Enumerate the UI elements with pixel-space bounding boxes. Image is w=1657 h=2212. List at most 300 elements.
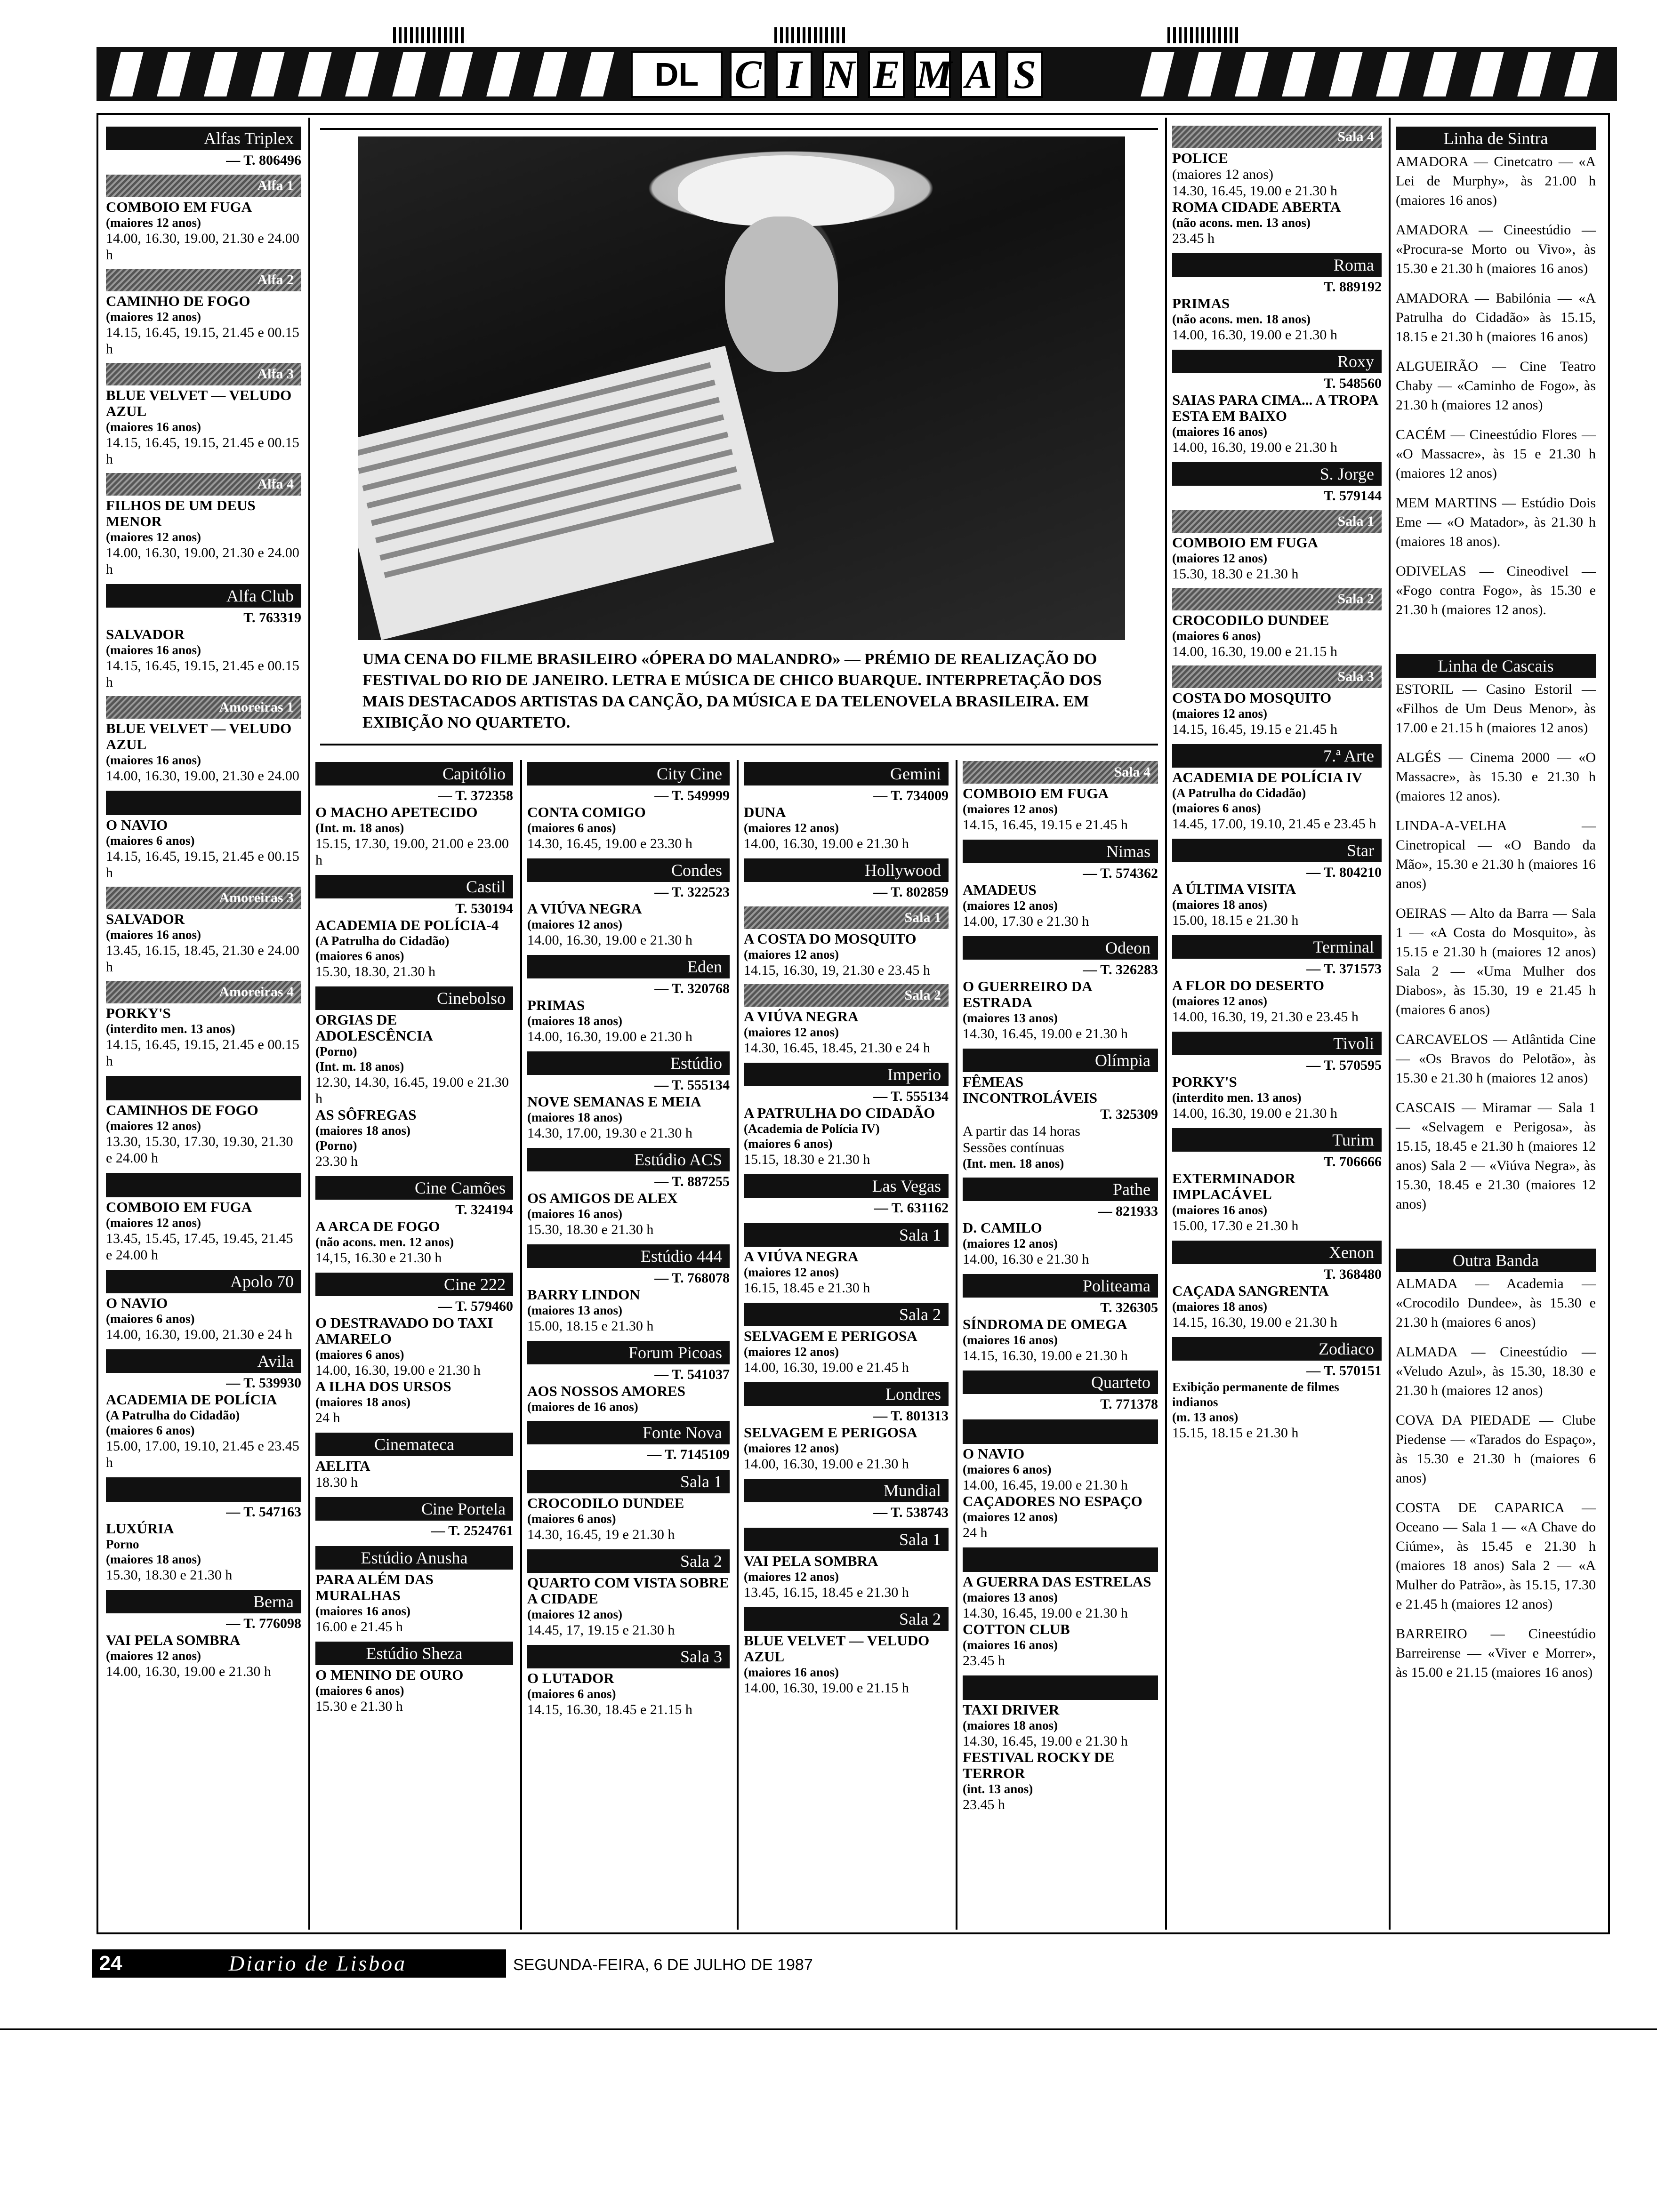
cinema-header: Estúdio (527, 1051, 730, 1075)
rating-note: (A Patrulha do Cidadão) (315, 934, 450, 948)
film-title: CROCODILO DUNDEE (1172, 612, 1329, 628)
film-title: PRIMAS (527, 997, 585, 1013)
film-title: O DESTRAVADO DO TAXI AMARELO (315, 1314, 493, 1347)
registration-mark (1167, 27, 1240, 43)
phone-number: — T. 802859 (873, 884, 949, 900)
film-title: EXTERMINADOR IMPLACÁVEL (1172, 1170, 1295, 1202)
showtimes: 15.30, 18.30 e 21.30 h (1172, 566, 1299, 582)
film-title: NOVE SEMANAS E MEIA (527, 1093, 701, 1110)
film-title: A ÚLTIMA VISITA (1172, 881, 1296, 897)
listings-column-6 (1172, 120, 1382, 1441)
phone-number: T. 889192 (1324, 279, 1382, 295)
showtimes: 14.30, 16.45, 19.00 e 21.30 h (963, 1026, 1128, 1042)
rating-note: (maiores 12 anos) (106, 1649, 201, 1663)
phone-number: T. 706666 (1324, 1154, 1382, 1170)
rating-note: (maiores 12 anos) (744, 1345, 839, 1359)
photo-caption: UMA CENA DO FILME BRASILEIRO «ÓPERA DO MALANDRO» — PRÉMIO DE REALIZAÇÃO DO FESTIVAL DO RIO DE JANEIRO. LETRA E MÚSICA DE CHICO BUARQUE. INTERPRETAÇÃO DOS MAIS DESTACADOS ARTISTAS DA CANÇÃO, DA MÚSICA E DA TELENOVELA BRASILEIRA. EM EXIBIÇÃO NO QUARTETO. (362, 650, 1102, 731)
rating-note: (maiores 16 anos) (315, 1604, 410, 1618)
regional-listing: ODIVELAS — Cineodivel — «Fogo contra Fogo», às 15.30 e 21.30 h (maiores 12 anos). (1396, 563, 1596, 617)
rating-note: Exibição permanente de filmes indianos (1172, 1380, 1339, 1409)
cinema-header: Sala 2 (744, 1607, 949, 1631)
showtimes: 14.00, 16.30, 19.00 e 21.30 h (315, 1362, 481, 1378)
showtimes: 15.00, 18.15 e 21.30 h (1172, 913, 1299, 928)
rating-note: (maiores 18 anos) (1172, 898, 1267, 912)
cinema-header: Odeon (963, 936, 1158, 960)
showtimes: 15.30 e 21.30 h (315, 1699, 403, 1714)
film-title: SELVAGEM E PERIGOSA (744, 1424, 917, 1441)
cinema-header: Mundial (744, 1479, 949, 1502)
screen-label: Alfa 4 (106, 473, 301, 496)
showtimes: 15.30, 18.30 e 21.30 h (527, 1222, 654, 1237)
film-title: SALVADOR (106, 626, 185, 642)
film-title: A VIÚVA NEGRA (744, 1248, 859, 1265)
showtimes: 14.15, 16.30, 19, 21.30 e 23.45 h (744, 962, 930, 978)
phone-number: — T. 326283 (1083, 962, 1158, 978)
showtimes: 14.00, 16.30, 19.00, 21.30 e 24 h (106, 1327, 292, 1342)
cinema-header: Cine Portela (315, 1497, 513, 1521)
showtimes: 14.45, 17.00, 19.10, 21.45 e 23.45 h (1172, 816, 1376, 832)
showtimes: 14.00, 16.30, 19.00 e 21.45 h (744, 1360, 909, 1375)
section-title-letter: S (1006, 51, 1043, 98)
rating-note: (maiores 16 anos) (963, 1638, 1058, 1652)
cinema-header: Sala 3 (527, 1645, 730, 1668)
cinema-header: Eden (527, 955, 730, 978)
showtimes: A partir das 14 horas (963, 1123, 1080, 1139)
cinema-header: 7.ª Arte (1172, 744, 1382, 768)
showtimes: 14.00, 16.30, 19.00 e 21.30 h (744, 836, 909, 851)
showtimes: 24 h (315, 1410, 340, 1426)
film-title: POLICE (1172, 150, 1228, 166)
showtimes: 14.00, 16.30, 19.00 e 21.15 h (1172, 644, 1337, 659)
phone-number: — T. 2524761 (431, 1523, 513, 1539)
showtimes: 13.45, 16.15, 18.45 e 21.30 h (744, 1585, 909, 1600)
cinema-header: Roma (1172, 253, 1382, 277)
rating-note: (não acons. men. 13 anos) (1172, 216, 1311, 230)
screen-label: Sala 1 (1172, 510, 1382, 533)
cinema-header: Tivoli (1172, 1032, 1382, 1055)
rating-note: (maiores 12 anos) (1172, 551, 1267, 565)
phone-number: — T. 541037 (654, 1367, 730, 1382)
film-title: QUARTO COM VISTA SOBRE A CIDADE (527, 1574, 729, 1607)
phone-number: T. 530194 (455, 901, 513, 916)
screen-label: Alfa 2 (106, 269, 301, 291)
showtimes: 15.15, 17.30, 19.00, 21.00 e 23.00 h (315, 836, 509, 868)
rating-note: (maiores 12 anos) (106, 310, 201, 324)
region-header: Linha de Cascais (1396, 654, 1596, 678)
showtimes: 15.30, 18.30, 21.30 h (315, 964, 435, 979)
rating-note: (maiores de 16 anos) (527, 1400, 638, 1414)
rating-note: (maiores 6 anos) (315, 1347, 404, 1362)
phone-number: — T. 631162 (874, 1200, 949, 1216)
phone-number: — T. 372358 (438, 788, 513, 803)
phone-number: — T. 579460 (438, 1298, 513, 1314)
showtimes: 15.00, 17.30 e 21.30 h (1172, 1218, 1299, 1234)
cinema-header: Estúdio 444 (527, 1244, 730, 1268)
blacked-out-header (963, 1419, 1158, 1444)
phone-number: T. 548560 (1324, 376, 1382, 391)
rating-note: (maiores 6 anos) (744, 1137, 833, 1151)
rating-note: (maiores 6 anos) (963, 1462, 1052, 1476)
cinema-header: Berna (106, 1590, 301, 1613)
cinema-header: Politeama (963, 1274, 1158, 1298)
cinema-header: Alfa Club (106, 584, 301, 608)
film-title: COTTON CLUB (963, 1621, 1070, 1637)
film-title: O MENINO DE OURO (315, 1667, 464, 1683)
showtimes: 13.45, 15.45, 17.45, 19.45, 21.45 e 24.00 h (106, 1231, 293, 1263)
film-title: A GUERRA DAS ESTRELAS (963, 1573, 1151, 1590)
rating-note: (maiores 18 anos) (527, 1110, 622, 1124)
cinema-header: Sala 1 (744, 1223, 949, 1247)
movie-still-photo (358, 136, 1125, 640)
film-title: CONTA COMIGO (527, 804, 646, 820)
rating-note: (maiores 12 anos) (1172, 994, 1267, 1008)
film-title: FILHOS DE UM DEUS MENOR (106, 497, 256, 529)
film-title: VAI PELA SOMBRA (744, 1553, 878, 1569)
film-title: CAMINHO DE FOGO (106, 293, 250, 309)
showtimes: 14.30, 16.45, 19.00 e 21.30 h (1172, 183, 1337, 199)
showtimes: 23.30 h (315, 1154, 358, 1169)
showtimes: 14,15, 16.30 e 21.30 h (315, 1250, 442, 1266)
rating-note: (maiores 6 anos) (106, 1423, 195, 1437)
rating-note: (maiores 12 anos) (744, 1570, 839, 1584)
cinema-header: Castil (315, 875, 513, 898)
film-title: A FLOR DO DESERTO (1172, 977, 1325, 994)
cinema-header: Quarteto (963, 1370, 1158, 1394)
cinema-header: Sala 2 (527, 1549, 730, 1573)
page-footer (92, 1949, 813, 1978)
showtimes: 14.30, 16.45, 19 e 21.30 h (527, 1527, 675, 1542)
column-rule (308, 118, 310, 1930)
film-title: A PATRULHA DO CIDADÃO (744, 1105, 935, 1121)
showtimes: 16.15, 18.45 e 21.30 h (744, 1280, 870, 1296)
listings-column-4 (744, 755, 949, 1696)
regional-listing: ESTORIL — Casino Estoril — «Filhos de Um Deus Menor», às 17.00 e 21.15 h (maiores 12 anos) (1396, 681, 1596, 736)
rating-note: (interdito men. 13 anos) (1172, 1090, 1302, 1105)
film-title: SELVAGEM E PERIGOSA (744, 1328, 917, 1344)
rating-note: (maiores 18 anos) (1172, 1299, 1267, 1314)
cinema-header: Hollywood (744, 858, 949, 882)
registration-mark (774, 27, 847, 43)
film-title: PORKY'S (1172, 1074, 1237, 1090)
film-title: BLUE VELVET — VELUDO AZUL (744, 1632, 930, 1665)
showtimes: 14.00, 16.45, 19.00 e 21.30 h (963, 1477, 1128, 1493)
cinema-header: Estúdio Anusha (315, 1546, 513, 1570)
film-title: CAÇADORES NO ESPAÇO (963, 1493, 1142, 1509)
showtimes: 14.00, 16.30, 19.00 e 21.30 h (1172, 1106, 1337, 1121)
showtimes: 14.30, 16.45, 18.45, 21.30 e 24 h (744, 1040, 930, 1056)
cinema-header: Roxy (1172, 350, 1382, 373)
showtimes: 14.00, 16.30, 19.00, 21.30 e 24.00 h (106, 231, 299, 263)
cinema-header: Forum Picoas (527, 1341, 730, 1364)
rating-note: (maiores 16 anos) (106, 420, 201, 434)
film-title: O NAVIO (106, 1295, 168, 1311)
showtimes: 14.45, 17, 19.15 e 21.30 h (527, 1622, 675, 1638)
rating-note: (Int. m. 18 anos) (315, 821, 404, 835)
cinema-header: Capitólio (315, 762, 513, 785)
rating-note: (maiores 13 anos) (527, 1303, 622, 1317)
rating-note: (maiores 16 anos) (963, 1333, 1058, 1347)
film-title: COMBOIO EM FUGA (106, 199, 252, 215)
showtimes: 14.30, 16.45, 19.00 e 23.30 h (527, 836, 692, 851)
screen-label: Sala 2 (744, 984, 949, 1007)
listings-column-2 (315, 755, 513, 1715)
regional-listing: COVA DA PIEDADE — Clube Piedense — «Tarados do Espaço», às 15.30 e 21.30 h (maiores 6 anos) (1396, 1412, 1596, 1486)
showtimes: 14.15, 16.45, 19.15 e 21.45 h (963, 817, 1128, 833)
section-title-letter: E (868, 51, 905, 98)
regional-listing: ALMADA — Academia — «Crocodilo Dundee», às 15.30 e 21.30 h (maiores 6 anos) (1396, 1276, 1596, 1330)
showtimes: 14.00, 16.30 e 21.30 h (963, 1251, 1089, 1267)
film-title: O LUTADOR (527, 1670, 614, 1686)
cinema-header: Avila (106, 1349, 301, 1373)
cinema-header: Zodiaco (1172, 1337, 1382, 1361)
screen-label: Sala 4 (963, 761, 1158, 784)
showtimes: 15.15, 18.30 e 21.30 h (744, 1152, 870, 1167)
issue-date: SEGUNDA-FEIRA, 6 DE JULHO DE 1987 (513, 1956, 813, 1974)
listings-column-5 (963, 755, 1158, 1813)
phone-number: — T. 887255 (654, 1174, 730, 1189)
listings-column-1 (106, 120, 301, 1680)
phone-number: — T. 322523 (654, 884, 730, 900)
rating-note: (maiores 12 anos) (527, 917, 622, 931)
showtimes: 23.45 h (963, 1653, 1005, 1668)
rating-note: (maiores 16 anos) (106, 753, 201, 767)
bottom-rule (0, 2028, 1657, 2030)
page-number: 24 (92, 1949, 129, 1978)
film-title: COSTA DO MOSQUITO (1172, 689, 1332, 706)
showtimes: 14.30, 16.45, 19.00 e 21.30 h (963, 1605, 1128, 1621)
regional-listing: COSTA DE CAPARICA — Oceano — Sala 1 — «A Chave do Ciúme», às 15.45 e 21.30 h (maiores 18 anos) Sala 2 — «A Mulher do Patrão», às 15.15, 17.30 e 21.45 h (maiores 12 anos) (1396, 1500, 1596, 1612)
screen-label: Sala 1 (744, 906, 949, 929)
cinema-header: Gemini (744, 762, 949, 785)
film-title: AS SÔFREGAS (315, 1106, 417, 1123)
rating-note: (int. 13 anos) (963, 1782, 1033, 1796)
showtimes: 14.00, 16.30, 19.00 e 21.30 h (1172, 327, 1337, 343)
cinema-header: Turim (1172, 1128, 1382, 1152)
rating-note: (maiores 12 anos) (963, 1510, 1058, 1524)
film-title: O NAVIO (106, 817, 168, 833)
phone-number: T. 325309 (1100, 1106, 1158, 1122)
caption-rule (320, 744, 1158, 745)
showtimes: 16.00 e 21.45 h (315, 1619, 403, 1635)
showtimes: 15.15, 18.15 e 21.30 h (1172, 1425, 1299, 1441)
rating-note: (maiores 12 anos) (744, 1025, 839, 1039)
regional-listing: AMADORA — Cinetcatro — «A Lei de Murphy», às 21.00 h (maiores 16 anos) (1396, 154, 1596, 208)
screen-label: Amoreiras 4 (106, 981, 301, 1003)
film-title: DUNA (744, 804, 786, 820)
regional-listing: LINDA-A-VELHA — Cinetropical — «O Bando da Mão», 15.30 e 21.30 h (maiores 16 anos) (1396, 818, 1596, 891)
cinema-header: Condes (527, 858, 730, 882)
cinema-header: Las Vegas (744, 1174, 949, 1198)
phone-number: — T. 570595 (1306, 1058, 1382, 1073)
cinema-header: Cinemateca (315, 1433, 513, 1456)
rating-note: (Int. m. 18 anos) (315, 1059, 404, 1074)
rating-note: (maiores 12 anos) (106, 216, 201, 230)
cinema-header: Star (1172, 839, 1382, 862)
film-title: PRIMAS (1172, 295, 1230, 312)
screen-label: Sala 3 (1172, 665, 1382, 688)
film-title: ROMA CIDADE ABERTA (1172, 199, 1341, 215)
rating-note: (maiores 16 anos) (527, 1207, 622, 1221)
phone-number: T. 324194 (455, 1202, 513, 1218)
film-title: ACADEMIA DE POLÍCIA (106, 1391, 277, 1408)
cinema-header: Estúdio Sheza (315, 1642, 513, 1665)
phone-number: — T. 768078 (654, 1270, 730, 1286)
cinema-header: City Cine (527, 762, 730, 785)
phone-number: — T. 320768 (654, 981, 730, 996)
screen-label: Amoreiras 1 (106, 696, 301, 719)
rating-note: (maiores 6 anos) (106, 1312, 195, 1326)
phone-number: — T. 547163 (226, 1504, 301, 1520)
film-title: CAÇADA SANGRENTA (1172, 1282, 1329, 1299)
registration-mark (393, 27, 466, 43)
blacked-out-header (106, 1076, 301, 1100)
film-title: BLUE VELVET — VELUDO AZUL (106, 720, 292, 753)
cinema-header: Sala 1 (744, 1528, 949, 1551)
phone-number: — T. 555134 (654, 1077, 730, 1093)
phone-number: — T. 570151 (1306, 1363, 1382, 1378)
cinema-header: Terminal (1172, 935, 1382, 959)
showtimes: (maiores 12 anos) (1172, 167, 1273, 182)
rating-note: (Porno) (315, 1138, 357, 1153)
rating-note: (Academia de Polícia IV) (744, 1122, 880, 1136)
cinema-header: Londres (744, 1382, 949, 1406)
film-title: A VIÚVA NEGRA (527, 900, 642, 917)
regional-listing: ALGUEIRÃO — Cine Teatro Chaby — «Caminho de Fogo», às 21.30 h (maiores 12 anos) (1396, 359, 1596, 413)
regional-listings (1396, 120, 1596, 1682)
phone-number: — T. 734009 (873, 788, 949, 803)
rating-note: (maiores 12 anos) (106, 1119, 201, 1133)
rating-note: (maiores 12 anos) (527, 1607, 622, 1621)
showtimes: 15.00, 18.15 e 21.30 h (527, 1318, 654, 1334)
rating-note: (maiores 12 anos) (963, 1236, 1058, 1250)
rating-note: (não acons. men. 12 anos) (315, 1235, 454, 1249)
phone-number: — T. 804210 (1306, 865, 1382, 880)
regional-listing: CARCAVELOS — Atlântida Cine — «Os Bravos do Pelotão», às 15.30 e 21.30 h (maiores 12 anos) (1396, 1032, 1596, 1086)
showtimes: 14.30, 16.45, 19.00 e 21.30 h (963, 1733, 1128, 1749)
newspaper-logo: DL (631, 51, 723, 98)
film-title: ACADEMIA DE POLÍCIA-4 (315, 917, 499, 933)
film-title: SALVADOR (106, 911, 185, 927)
phone-number: T. 763319 (243, 610, 301, 625)
showtimes: 15.00, 17.00, 19.10, 21.45 e 23.45 h (106, 1438, 299, 1470)
section-title-letter: I (776, 51, 812, 98)
blacked-out-header (963, 1547, 1158, 1572)
cinema-header: Apolo 70 (106, 1270, 301, 1293)
rating-note: (m. 13 anos) (1172, 1410, 1239, 1424)
phone-number: — T. 7145109 (647, 1447, 730, 1462)
film-title: FÊMEAS INCONTROLÁVEIS (963, 1074, 1097, 1106)
cinema-header: Sala 1 (527, 1470, 730, 1493)
regional-listing: ALMADA — Cineestúdio — «Veludo Azul», às 15.30, 18.30 e 21.30 h (maiores 12 anos) (1396, 1344, 1596, 1398)
rating-note: (maiores 12 anos) (106, 530, 201, 544)
showtimes: 13.30, 15.30, 17.30, 19.30, 21.30 e 24.00 h (106, 1134, 293, 1166)
column-rule (1165, 118, 1167, 1930)
regional-listing: ALGÉS — Cinema 2000 — «O Massacre», às 15.30 e 21.30 h (maiores 12 anos). (1396, 750, 1596, 804)
phone-number: — T. 801313 (873, 1408, 949, 1424)
cinema-header: Fonte Nova (527, 1421, 730, 1444)
rating-note: (maiores 6 anos) (1172, 629, 1261, 643)
blacked-out-header (106, 1173, 301, 1197)
column-rule (1389, 118, 1391, 1930)
showtimes: 14.15, 16.45, 19.15, 21.45 e 00.15 h (106, 435, 299, 467)
rating-note: (maiores 12 anos) (1172, 706, 1267, 721)
column-rule (737, 760, 739, 1930)
showtimes: 14.15, 16.45, 19.15, 21.45 e 00.15 h (106, 325, 299, 357)
showtimes: 14.00, 16.30, 19.00, 21.30 e 24.00 h (106, 545, 299, 577)
phone-number: T. 579144 (1324, 488, 1382, 504)
rating-note: (maiores 6 anos) (106, 834, 195, 848)
rating-note: (interdito men. 13 anos) (106, 1022, 235, 1036)
showtimes: 15.30, 18.30 e 21.30 h (106, 1567, 233, 1583)
film-title: PARA ALÉM DAS MURALHAS (315, 1571, 434, 1603)
showtimes: 14.15, 16.45, 19.15, 21.45 e 00.15 h (106, 658, 299, 690)
rating-note: (maiores 12 anos) (106, 1216, 201, 1230)
film-title: BARRY LINDON (527, 1286, 640, 1303)
screen-label: Sala 4 (1172, 126, 1382, 148)
rating-note: (maiores 18 anos) (315, 1123, 410, 1138)
column-rule (520, 760, 522, 1930)
film-title: CROCODILO DUNDEE (527, 1495, 684, 1511)
phone-number: — T. 574362 (1083, 866, 1158, 881)
showtimes: 14.15, 16.30, 19.00 e 21.30 h (1172, 1314, 1337, 1330)
cinema-header: Imperio (744, 1063, 949, 1086)
film-title: CAMINHOS DE FOGO (106, 1102, 258, 1118)
rating-note: (maiores 6 anos) (527, 821, 616, 835)
showtimes: 14.00, 16.30, 19.00 e 21.30 h (527, 932, 692, 948)
section-title-letter: C (730, 51, 766, 98)
film-title: SAIAS PARA CIMA... A TROPA ESTA EM BAIXO (1172, 392, 1378, 424)
showtimes: 12.30, 14.30, 16.45, 19.00 e 21.30 h (315, 1074, 509, 1106)
cinema-header: Cinebolso (315, 986, 513, 1010)
film-title: LUXÚRIA (106, 1520, 174, 1537)
film-title: A ILHA DOS URSOS (315, 1378, 451, 1395)
film-title: ACADEMIA DE POLÍCIA IV (1172, 769, 1362, 785)
regional-listing: CASCAIS — Miramar — Sala 1 — «Selvagem e Perigosa», às 15.15, 18.45 e 21.30 h (maiores 12 anos) Sala 2 — «Viúva Negra», às 15.30, 18.45 e 21.30 (maiores 12 anos) (1396, 1100, 1596, 1212)
phone-number: — T. 806496 (226, 152, 301, 168)
photo-rule (320, 128, 1158, 130)
rating-note: (maiores 18 anos) (963, 1718, 1058, 1732)
film-title: FESTIVAL ROCKY DE TERROR (963, 1749, 1115, 1781)
cinema-header: Estúdio ACS (527, 1148, 730, 1171)
regional-listing: MEM MARTINS — Estúdio Dois Eme — «O Matador», às 21.30 h (maiores 18 anos). (1396, 495, 1596, 549)
rating-note: (Int. men. 18 anos) (963, 1156, 1064, 1170)
cinema-header: S. Jorge (1172, 462, 1382, 486)
section-title-letter: N (822, 51, 859, 98)
rating-note: (maiores 13 anos) (963, 1590, 1058, 1604)
rating-note: (maiores 6 anos) (527, 1687, 616, 1701)
section-masthead (97, 47, 1617, 101)
regional-listing: AMADORA — Cineestúdio — «Procura-se Morto ou Vivo», às 15.30 e 21.30 h (maiores 16 anos) (1396, 222, 1596, 276)
rating-note: (maiores 13 anos) (963, 1011, 1058, 1025)
film-title: SÍNDROMA DE OMEGA (963, 1316, 1127, 1332)
regional-listing: OEIRAS — Alto da Barra — Sala 1 — «A Costa do Mosquito», às 15.15 e 21.30 h (maiores 12 anos) Sala 2 — «Uma Mulher dos Diabos», às 15.30, 19 e 21.45 h (maiores 6 anos) (1396, 906, 1596, 1018)
cinema-header: Olímpia (963, 1049, 1158, 1072)
showtimes: 23.45 h (963, 1797, 1005, 1812)
film-title: O MACHO APETECIDO (315, 804, 478, 820)
regional-listing: BARREIRO — Cineestúdio Barreirense — «Viver e Morrer», às 15.00 e 21.15 (maiores 16 anos) (1396, 1626, 1596, 1680)
rating-note: (maiores 18 anos) (527, 1014, 622, 1028)
film-title: OS AMIGOS DE ALEX (527, 1190, 678, 1206)
rating-note: (maiores 16 anos) (744, 1665, 839, 1679)
rating-note: (maiores 12 anos) (744, 821, 839, 835)
showtimes: 14.15, 16.30, 19.00 e 21.30 h (963, 1348, 1128, 1363)
listings-column-3 (527, 755, 730, 1718)
showtimes: 24 h (963, 1525, 988, 1540)
rating-note: (maiores 18 anos) (106, 1552, 201, 1566)
showtimes: 18.30 h (315, 1475, 358, 1490)
rating-note: (maiores 16 anos) (1172, 425, 1267, 439)
showtimes: 14.30, 17.00, 19.30 e 21.30 h (527, 1125, 692, 1141)
